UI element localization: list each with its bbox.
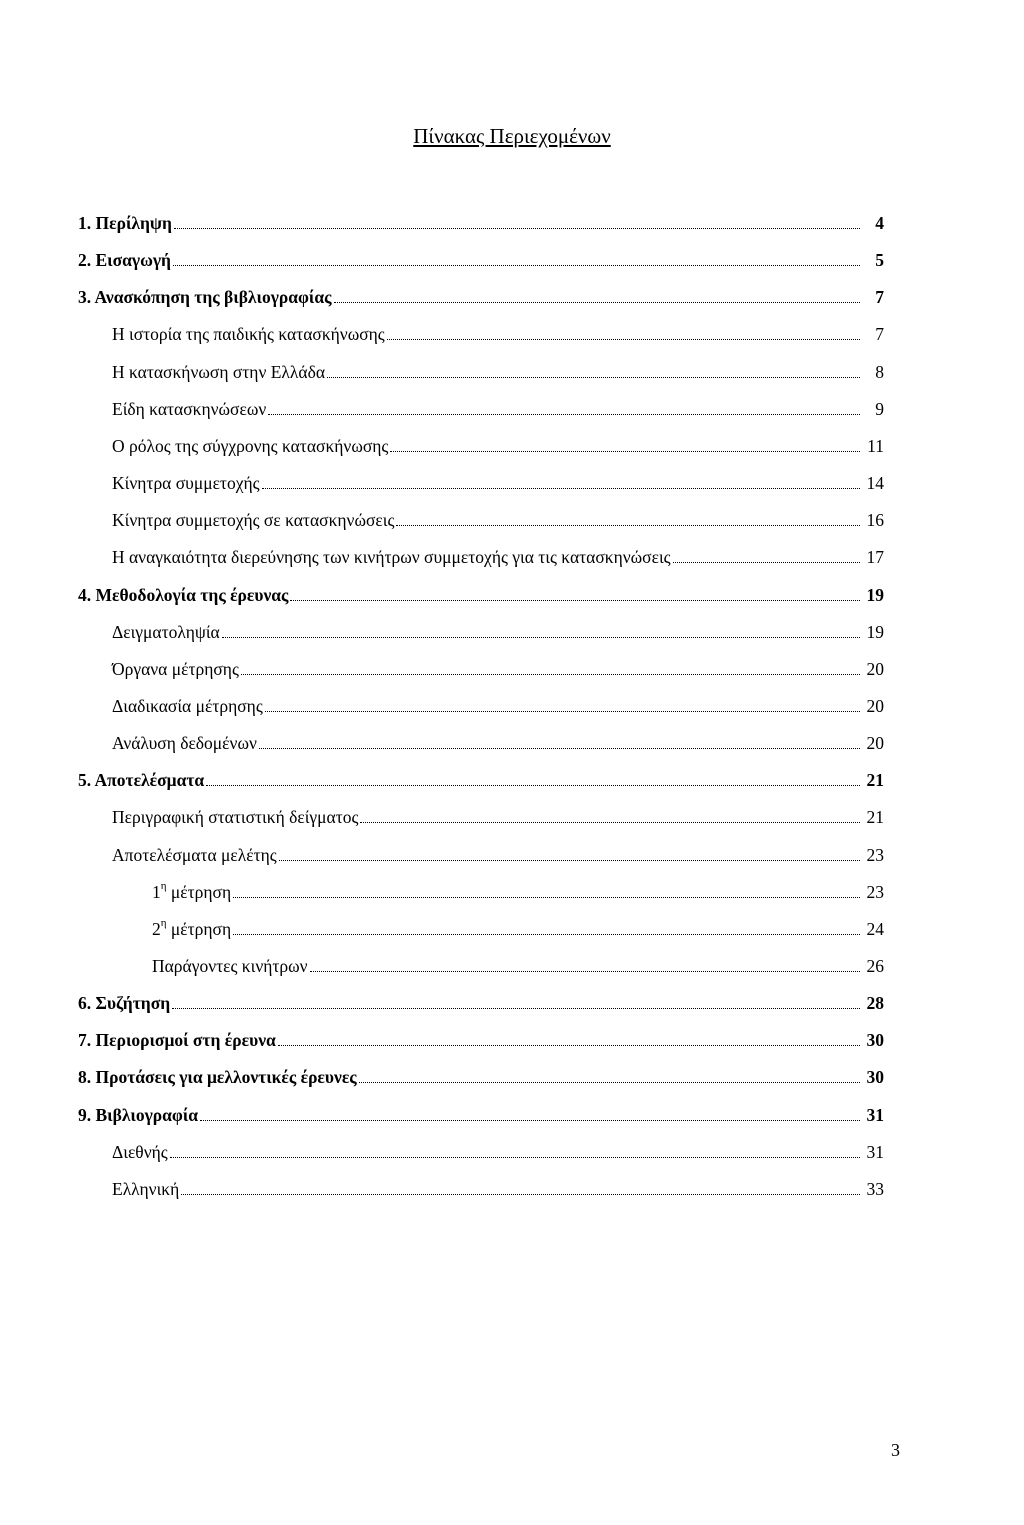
toc-entry-label: Περιγραφική στατιστική δείγματος xyxy=(112,807,359,827)
toc-entry xyxy=(112,1135,884,1163)
toc-entry-label: Κίνητρα συμμετοχής xyxy=(112,473,260,493)
page-title: Πίνακας Περιεχομένων xyxy=(413,124,611,148)
toc-entry-label-superscript: η xyxy=(160,917,167,930)
toc-dot-leader xyxy=(278,1045,860,1046)
toc-entry xyxy=(112,392,884,420)
toc-entry-page-number: 16 xyxy=(866,510,884,530)
toc-entry xyxy=(112,317,884,345)
toc-dot-leader xyxy=(390,451,860,452)
toc-dot-leader xyxy=(173,265,860,266)
toc-entry xyxy=(152,912,884,940)
toc-dot-leader xyxy=(268,414,860,415)
toc-entry xyxy=(78,763,884,791)
toc-dot-leader xyxy=(259,748,860,749)
toc-dot-leader xyxy=(172,1008,860,1009)
toc-entry-label: 2. Εισαγωγή xyxy=(78,250,171,270)
toc-dot-leader xyxy=(174,228,860,229)
toc-entry-page-number: 23 xyxy=(866,845,884,865)
toc-entry-label: 3. Ανασκόπηση της βιβλιογραφίας xyxy=(78,287,332,307)
toc-dot-leader xyxy=(233,897,860,898)
toc-entry-label: Διαδικασία μέτρησης xyxy=(112,696,263,716)
toc-entry-page-number: 7 xyxy=(875,324,884,344)
toc-entry-label: 7. Περιορισμοί στη έρευνα xyxy=(78,1030,276,1050)
toc-entry-label xyxy=(152,877,231,903)
toc-entry-page-number: 31 xyxy=(866,1105,884,1125)
toc-entry-page-number: 28 xyxy=(866,993,884,1013)
toc-entry-label: Ανάλυση δεδομένων xyxy=(112,733,257,753)
toc-dot-leader xyxy=(181,1194,860,1195)
toc-entry-page-number: 19 xyxy=(866,622,884,642)
toc-entry xyxy=(78,1098,884,1126)
toc-entry-page-number: 7 xyxy=(875,287,884,307)
toc-entry-label-number: 2 xyxy=(152,919,161,939)
toc-entry-label: Η αναγκαιότητα διερεύνησης των κινήτρων συμμετοχής για τις κατασκηνώσεις xyxy=(112,547,671,567)
toc-entry-label-rest: μέτρηση xyxy=(166,919,232,939)
toc-entry-label-number: 1 xyxy=(152,882,161,902)
toc-entry-page-number: 17 xyxy=(866,547,884,567)
toc-entry xyxy=(112,800,884,828)
toc-entry-label xyxy=(152,914,231,940)
toc-entry xyxy=(112,429,884,457)
toc-entry xyxy=(112,689,884,717)
toc-dot-leader xyxy=(265,711,860,712)
toc-entry xyxy=(112,1172,884,1200)
toc-entry-label: 8. Προτάσεις για μελλοντικές έρευνες xyxy=(78,1067,357,1087)
toc-entry xyxy=(78,243,884,271)
toc-entry xyxy=(78,578,884,606)
toc-dot-leader xyxy=(241,674,860,675)
toc-entry-label: Όργανα μέτρησης xyxy=(112,659,239,679)
toc-dot-leader xyxy=(222,637,860,638)
toc-entry-label: Κίνητρα συμμετοχής σε κατασκηνώσεις xyxy=(112,510,395,530)
toc-entry-page-number: 26 xyxy=(866,956,884,976)
toc-entry xyxy=(112,838,884,866)
toc-dot-leader xyxy=(673,562,860,563)
toc-entry xyxy=(112,355,884,383)
toc-entry xyxy=(78,280,884,308)
toc-entry xyxy=(152,949,884,977)
toc-entry-page-number: 8 xyxy=(875,362,884,382)
toc-dot-leader xyxy=(206,785,860,786)
toc-entry-label: Αποτελέσματα μελέτης xyxy=(112,845,277,865)
toc-dot-leader xyxy=(200,1120,860,1121)
toc-dot-leader xyxy=(359,1082,860,1083)
toc-entry-page-number: 33 xyxy=(866,1179,884,1199)
toc-entry-page-number: 30 xyxy=(866,1030,884,1050)
toc-entry xyxy=(78,206,884,234)
toc-entry xyxy=(78,1023,884,1051)
toc-entry-page-number: 19 xyxy=(866,585,884,605)
toc-entry xyxy=(112,615,884,643)
toc-dot-leader xyxy=(310,971,860,972)
page-number: 3 xyxy=(891,1440,900,1460)
toc-entry-page-number: 9 xyxy=(875,399,884,419)
toc-entry-label: Παράγοντες κινήτρων xyxy=(152,956,308,976)
toc-entry-label-rest: μέτρηση xyxy=(166,882,232,902)
toc-dot-leader xyxy=(233,934,860,935)
toc-entry-page-number: 21 xyxy=(866,770,884,790)
toc-dot-leader xyxy=(396,525,860,526)
toc-entry-page-number: 30 xyxy=(866,1067,884,1087)
toc-entry-page-number: 4 xyxy=(875,213,884,233)
toc-entry xyxy=(112,652,884,680)
toc-entry xyxy=(78,1060,884,1088)
toc-entry-label: Ελληνική xyxy=(112,1179,180,1199)
toc-dot-leader xyxy=(334,302,860,303)
toc-entry-page-number: 5 xyxy=(875,250,884,270)
toc-entry-label: Δειγματοληψία xyxy=(112,622,220,642)
toc-dot-leader xyxy=(279,860,860,861)
toc-entry-page-number: 11 xyxy=(867,436,884,456)
toc-dot-leader xyxy=(262,488,860,489)
toc-entry-page-number: 21 xyxy=(866,807,884,827)
toc-entry xyxy=(112,726,884,754)
toc-entry xyxy=(78,986,884,1014)
toc-entry-page-number: 20 xyxy=(866,659,884,679)
toc-entry-label: Η κατασκήνωση στην Ελλάδα xyxy=(112,362,325,382)
toc-entry-label: 9. Βιβλιογραφία xyxy=(78,1105,199,1125)
toc-dot-leader xyxy=(290,600,860,601)
toc-entry-label: Η ιστορία της παιδικής κατασκήνωσης xyxy=(112,324,385,344)
toc-entry xyxy=(152,875,884,903)
toc-entry-page-number: 20 xyxy=(866,696,884,716)
toc-entry-label: Είδη κατασκηνώσεων xyxy=(112,399,267,419)
toc-dot-leader xyxy=(360,822,860,823)
toc-entry-page-number: 24 xyxy=(866,919,884,939)
toc-entry-label: Ο ρόλος της σύγχρονης κατασκήνωσης xyxy=(112,436,389,456)
toc-entry-label: 1. Περίληψη xyxy=(78,213,172,233)
toc-entry-page-number: 31 xyxy=(866,1142,884,1162)
toc-entry xyxy=(112,540,884,568)
toc-entry-page-number: 14 xyxy=(866,473,884,493)
toc-entry-label: 6. Συζήτηση xyxy=(78,993,171,1013)
toc-entry-label: Διεθνής xyxy=(112,1142,168,1162)
toc-entry xyxy=(112,503,884,531)
toc-entry-label: 4. Μεθοδολογία της έρευνας xyxy=(78,585,289,605)
toc-dot-leader xyxy=(170,1157,860,1158)
toc-entry-page-number: 23 xyxy=(866,882,884,902)
toc-entry-page-number: 20 xyxy=(866,733,884,753)
toc-entry-label-superscript: η xyxy=(160,880,167,893)
toc-dot-leader xyxy=(387,339,860,340)
toc-entry xyxy=(112,466,884,494)
toc-dot-leader xyxy=(327,377,860,378)
toc-entry-label: 5. Αποτελέσματα xyxy=(78,770,205,790)
